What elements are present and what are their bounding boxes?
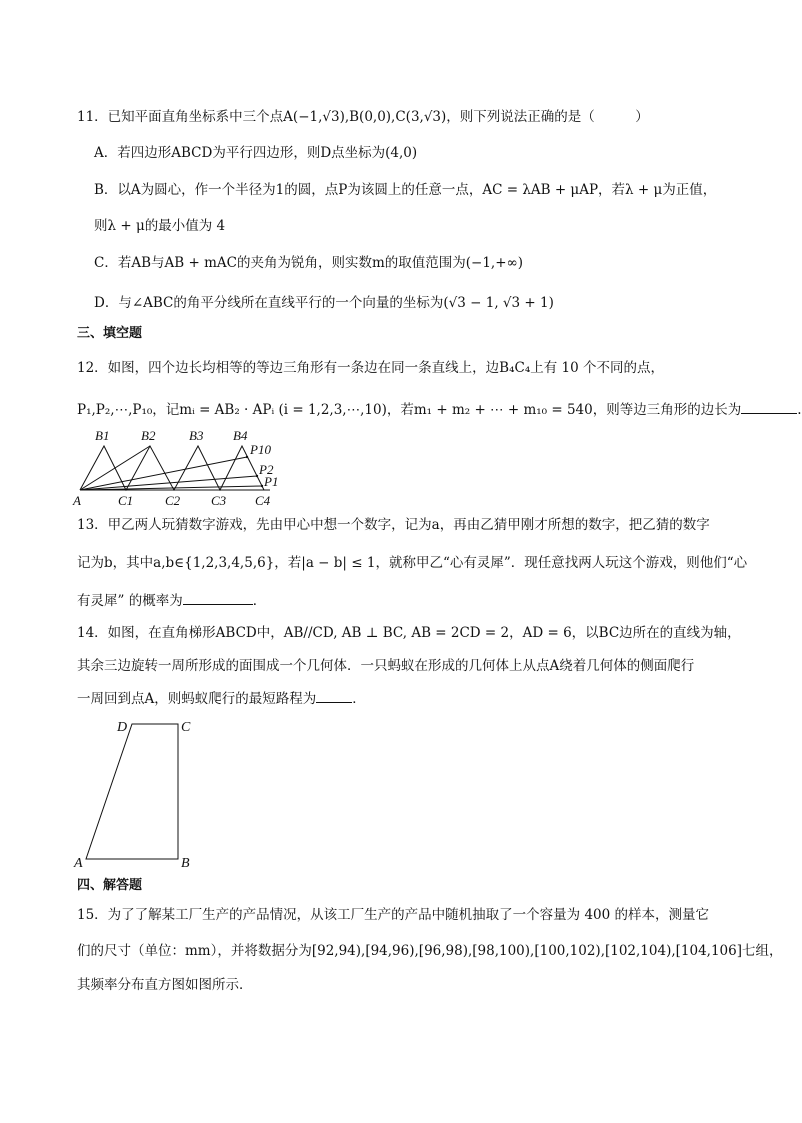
section-heading-answer: 四、解答题 <box>77 878 143 893</box>
label-p10: P10 <box>250 442 271 457</box>
q11-option-b: B．以A为圆心，作一个半径为1的圆，点P为该圆上的任意一点，AC = λAB + μAP，若λ + μ为正值， <box>94 182 717 198</box>
label-c1: C1 <box>118 493 134 508</box>
label-d: D <box>117 720 128 735</box>
label-b: B <box>181 856 190 871</box>
q12-line2-text: P₁,P₂,⋯,P₁₀，记mᵢ = AB₂ · APᵢ (i = 1,2,3,⋯,10)，若m₁ + m₂ + ⋯ + m₁₀ = 540，则等边三角形的边长为 <box>77 402 742 418</box>
triangles-figure <box>66 428 286 508</box>
q11-stem: 11．已知平面直角坐标系中三个点A(−1,√3),B(0,0),C(3,√3)，则下列说法正确的是（ ） <box>77 109 649 125</box>
q11-option-c: C．若AB与AB + mAC的夹角为锐角，则实数m的取值范围为(−1,+∞) <box>94 255 524 271</box>
q13-line2: 记为b，其中a,b∈{1,2,3,4,5,6}，若|a − b| ≤ 1，就称甲乙“心有灵犀”．现任意找两人玩这个游戏，则他们“心 <box>77 555 748 571</box>
q12-line2 <box>77 399 802 420</box>
section-heading-fill-in: 三、填空题 <box>77 326 143 341</box>
q14-line3-end: ． <box>352 691 366 707</box>
q14-line3-text: 一周回到点A，则蚂蚁爬行的最短路程为 <box>77 691 317 707</box>
q13-line3-text: 有灵犀” 的概率为 <box>77 593 183 609</box>
q15-line1: 15．为了了解某工厂生产的产品情况，从该工厂生产的产品中随机抽取了一个容量为 400 的样本，测量它 <box>77 907 710 923</box>
q11-option-d: D．与∠ABC的角平分线所在直线平行的一个向量的坐标为(√3 − 1, √3 + 1) <box>94 295 554 311</box>
q11-option-a: A．若四边形ABCD为平行四边形，则D点坐标为(4,0) <box>94 145 418 161</box>
label-c: C <box>181 720 191 735</box>
q13-answer-blank <box>183 590 253 605</box>
q13-line3-end: ． <box>252 593 267 609</box>
trapezoid-abcd <box>86 724 178 859</box>
label-p1: P1 <box>264 474 279 489</box>
triangle-edges <box>80 446 264 490</box>
point-p10 <box>246 456 248 458</box>
trapezoid-figure <box>70 712 200 872</box>
label-b4: B4 <box>233 428 248 443</box>
label-p2: P2 <box>259 462 274 477</box>
q12-answer-blank <box>741 399 797 414</box>
label-b2: B2 <box>141 428 156 443</box>
q12-line2-end: . <box>797 402 802 418</box>
q14-line1: 14．如图，在直角梯形ABCD中，AB//CD, AB ⊥ BC, AB = 2CD = 2，AD = 6，以BC边所在的直线为轴， <box>77 625 741 641</box>
q13-line3 <box>77 590 266 611</box>
q15-line2: 们的尺寸（单位：mm），并将数据分为[92,94),[94,96),[96,98),[98,100),[100,102),[102,104),[104,106]七组， <box>77 943 783 959</box>
label-a: A <box>74 856 83 871</box>
point-p1 <box>261 485 263 487</box>
q13-line1: 13．甲乙两人玩猜数字游戏，先由甲心中想一个数字，记为a，再由乙猜甲刚才所想的数字，把乙猜的数字 <box>77 517 710 533</box>
q11-option-b-cont: 则λ + μ的最小值为 4 <box>94 218 226 234</box>
q14-answer-blank <box>316 688 352 703</box>
label-c3: C3 <box>211 493 227 508</box>
q15-line3: 其频率分布直方图如图所示． <box>77 977 253 993</box>
label-c4: C4 <box>255 493 271 508</box>
q12-line1: 12．如图，四个边长均相等的等边三角形有一条边在同一条直线上，边B₄C₄上有 10 个不同的点， <box>77 360 665 376</box>
label-b1: B1 <box>95 428 110 443</box>
q14-line3 <box>77 688 366 709</box>
label-c2: C2 <box>165 493 181 508</box>
q14-line2: 其余三边旋转一周所形成的面围成一个几何体．一只蚂蚁在形成的几何体上从点A绕着几何体的侧面爬行 <box>77 658 695 674</box>
label-b3: B3 <box>189 428 204 443</box>
point-p2 <box>256 475 258 477</box>
label-a: A <box>73 493 81 508</box>
